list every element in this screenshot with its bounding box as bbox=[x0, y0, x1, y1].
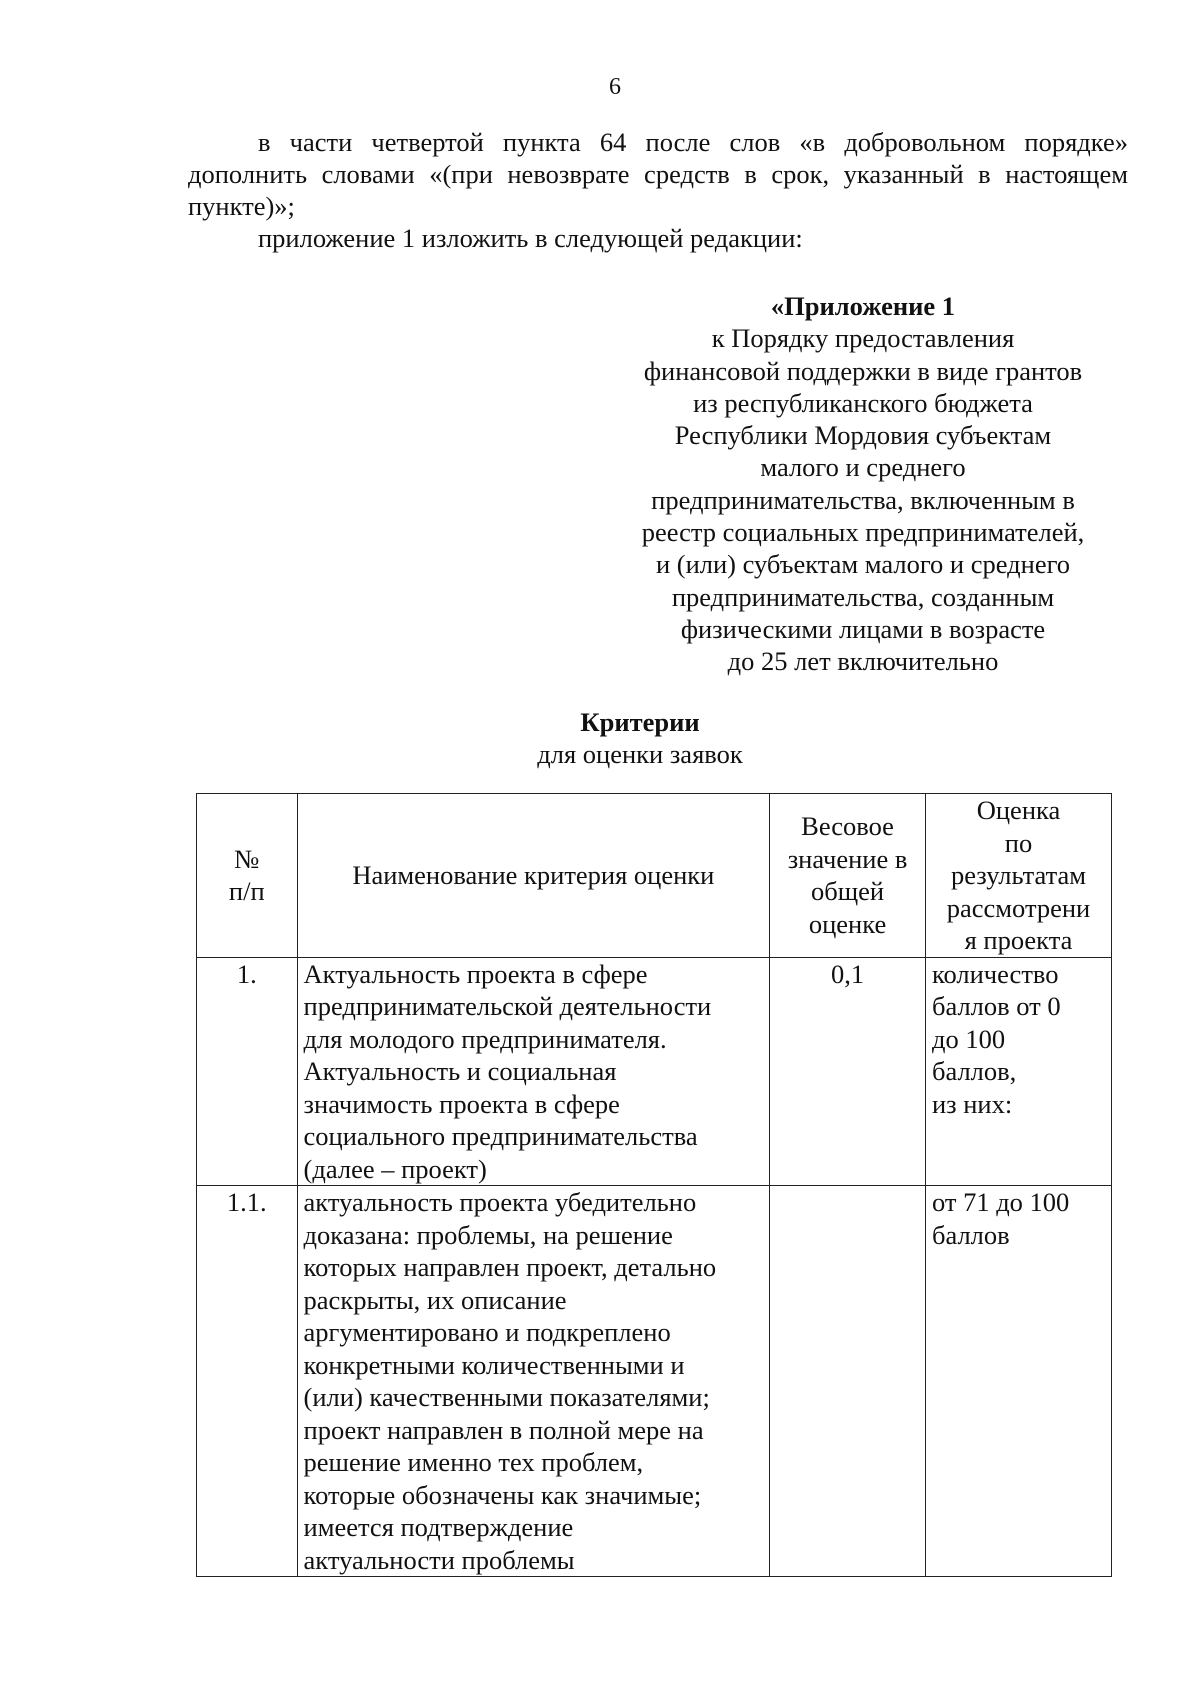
criterion-line: значимость проекта в сфере bbox=[303, 1088, 620, 1119]
criterion-line: раскрыты, их описание bbox=[303, 1284, 567, 1315]
score-line: до 100 bbox=[931, 1023, 1006, 1054]
header-weight-line: значение в bbox=[787, 843, 908, 874]
header-weight bbox=[770, 794, 926, 958]
appendix-title: «Приложение 1 bbox=[770, 291, 956, 321]
criterion-line: решение именно тех проблем, bbox=[303, 1447, 644, 1477]
criteria-title: Критерии bbox=[580, 707, 700, 737]
row-number: 1. bbox=[197, 957, 298, 1186]
header-score-line: по bbox=[1004, 827, 1033, 858]
criteria-subtitle: для оценки заявок bbox=[537, 739, 743, 769]
appendix-line: малого и среднего bbox=[760, 452, 966, 483]
criteria-heading bbox=[0, 706, 1200, 770]
table-row bbox=[197, 957, 1112, 1186]
header-weight-line: оценке bbox=[808, 908, 887, 939]
header-name: Наименование критерия оценки bbox=[297, 794, 770, 958]
header-weight-line: Весовое bbox=[801, 811, 894, 842]
row-weight bbox=[770, 1186, 926, 1577]
header-num-line: № bbox=[234, 843, 260, 874]
appendix-line: предпринимательства, включенным в bbox=[651, 484, 1075, 515]
criterion-line: проект направлен в полной мере на bbox=[303, 1414, 704, 1445]
criteria-table bbox=[196, 793, 1112, 1577]
criterion-line: Актуальность и социальная bbox=[303, 1056, 617, 1086]
appendix-line: к Порядку предоставления bbox=[711, 323, 1015, 354]
appendix-header bbox=[628, 290, 1098, 678]
criterion-line: социального предпринимательства bbox=[303, 1121, 698, 1151]
header-score-line: Оценка bbox=[976, 795, 1061, 825]
appendix-line: финансовой поддержки в виде грантов bbox=[643, 355, 1083, 386]
appendix-line: реестр социальных предпринимателей, bbox=[641, 517, 1085, 548]
score-line: баллов от 0 bbox=[931, 991, 1061, 1021]
criterion-line: Актуальность проекта в сфере bbox=[303, 958, 648, 989]
appendix-line: до 25 лет включительно bbox=[727, 646, 999, 677]
criterion-line: (или) качественными показателями; bbox=[303, 1382, 710, 1412]
appendix-line: предпринимательства, созданным bbox=[671, 581, 1055, 612]
criterion-line: которых направлен проект, детально bbox=[303, 1252, 717, 1282]
row-criterion bbox=[297, 1186, 770, 1577]
criterion-line: актуальность проекта убедительно bbox=[303, 1187, 697, 1217]
row-number: 1.1. bbox=[197, 1186, 298, 1577]
appendix-line: и (или) субъектам малого и среднего bbox=[655, 549, 1071, 580]
criterion-line: для молодого предпринимателя. bbox=[303, 1023, 667, 1054]
row-criterion bbox=[297, 957, 770, 1186]
header-num-line: п/п bbox=[228, 876, 265, 907]
intro-paragraph-amendment: в части четвертой пункта 64 после слов «в добровольном порядке» дополнить словами «(при невозврате средств в срок, указанный в настоящем пункте)»; bbox=[188, 127, 1128, 221]
score-line: баллов bbox=[931, 1219, 1010, 1250]
header-score-line: я проекта bbox=[964, 925, 1073, 955]
appendix-line: физическими лицами в возрасте bbox=[680, 613, 1046, 644]
criterion-line: аргументировано и подкреплено bbox=[303, 1317, 671, 1347]
intro-text bbox=[188, 126, 1128, 254]
criterion-line: конкретными количественными и bbox=[303, 1349, 685, 1380]
page-number: 6 bbox=[609, 74, 621, 100]
criterion-line: (далее – проект) bbox=[303, 1153, 487, 1184]
header-score bbox=[925, 794, 1111, 958]
header-weight-line: общей bbox=[811, 876, 885, 907]
header-num bbox=[197, 794, 298, 958]
row-weight: 0,1 bbox=[770, 957, 926, 1186]
appendix-line: Республики Мордовия субъектам bbox=[674, 420, 1052, 451]
criterion-line: имеется подтверждение bbox=[303, 1512, 574, 1542]
header-score-line: рассмотрени bbox=[946, 892, 1091, 923]
score-line: количество bbox=[931, 958, 1059, 989]
score-line: от 71 до 100 bbox=[931, 1187, 1070, 1217]
criterion-line: которые обозначены как значимые; bbox=[303, 1479, 702, 1510]
criterion-line: доказана: проблемы, на решение bbox=[303, 1219, 673, 1250]
row-score bbox=[925, 1186, 1111, 1577]
table-header-row bbox=[197, 794, 1112, 958]
row-score bbox=[925, 957, 1111, 1186]
criterion-line: актуальности проблемы bbox=[303, 1544, 575, 1575]
header-score-line: результатам bbox=[950, 860, 1087, 890]
criterion-line: предпринимательской деятельности bbox=[303, 991, 712, 1021]
appendix-line: из республиканского бюджета bbox=[693, 387, 1033, 418]
score-line: баллов, bbox=[931, 1056, 1017, 1086]
intro-paragraph-appendix: приложение 1 изложить в следующей редакции: bbox=[258, 223, 803, 253]
score-line: из них: bbox=[931, 1088, 1013, 1119]
table-row bbox=[197, 1186, 1112, 1577]
